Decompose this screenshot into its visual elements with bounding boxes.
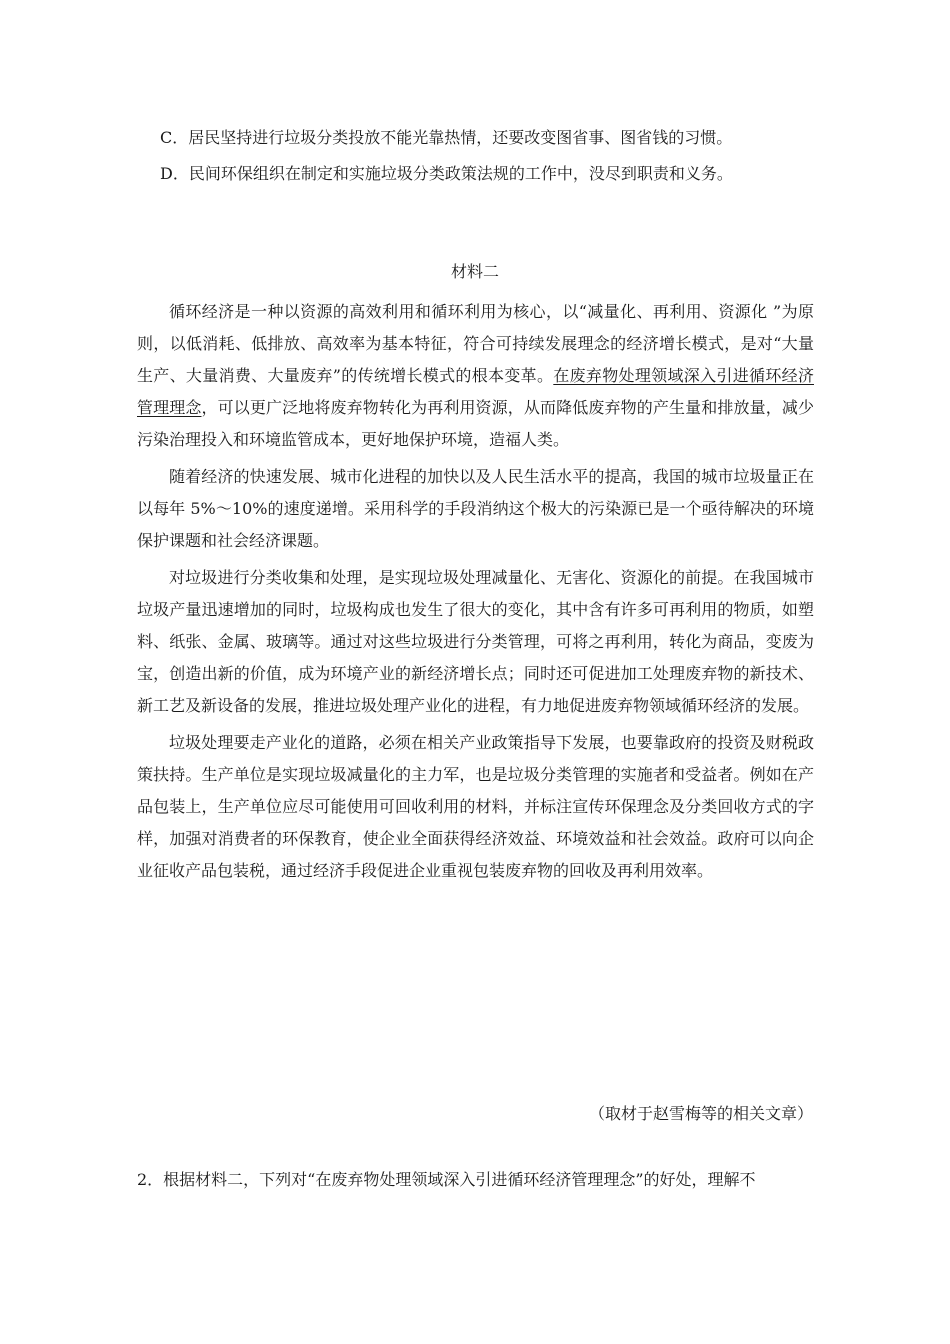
paragraph-3: 对垃圾进行分类收集和处理，是实现垃圾处理减量化、无害化、资源化的前提。在我国城市垃圾产量迅速增加的同时，垃圾构成也发生了很大的变化，其中含有许多可再利用的物质，如塑料、纸张、金属、玻璃等。通过对这些垃圾进行分类管理，可将之再利用，转化为商品，变废为宝，创造出新的价值，成为环境产业的新经济增长点；同时还可促进加工处理废弃物的新技术、新工艺及新设备的发展，推进垃圾处理产业化的进程，有力地促进废弃物领域循环经济的发展。: [137, 568, 814, 715]
material-body: [137, 296, 814, 892]
material-title: 材料二: [450, 262, 499, 281]
option-c: C．居民坚持进行垃圾分类投放不能光靠热情，还要改变图省事、图省钱的习惯。: [160, 128, 733, 147]
paragraph-2: 随着经济的快速发展、城市化进程的加快以及人民生活水平的提高，我国的城市垃圾量正在以每年 5%～10%的速度递增。采用科学的手段消纳这个极大的污染源已是一个亟待解决的环境保护课题和社会经济课题。: [137, 467, 814, 550]
option-d: D．民间环保组织在制定和实施垃圾分类政策法规的工作中，没尽到职责和义务。: [160, 164, 733, 183]
question-text: 2．根据材料二，下列对“在废弃物处理领域深入引进循环经济管理理念”的好处，理解: [137, 1170, 740, 1189]
paragraph-1-text: 循环经济是一种以资源的高效利用和循环利用为核心，以“减量化、再利用、资源化 ”为原则，以低消耗、低排放、高效率为基本特征，符合可持续发展理念的经济增长模式，是对“大量生产、大量消费、大量废弃”的传统增长模式的根本变革。: [137, 302, 814, 385]
underlined-phrase: 在废弃物处理领域深入引进循环经济管理理念: [137, 366, 814, 417]
source-citation: （取材于赵雪梅等的相关文章）: [588, 1104, 813, 1123]
paragraph-4: 垃圾处理要走产业化的道路，必须在相关产业政策指导下发展，也要靠政府的投资及财税政策扶持。生产单位是实现垃圾减量化的主力军，也是垃圾分类管理的实施者和受益者。例如在产品包装上，生产单位应尽可能使用可回收利用的材料，并标注宣传环保理念及分类回收方式的字样，加强对消费者的环保教育，使企业全面获得经济效益、环境效益和社会效益。政府可以向企业征收产品包装税，通过经济手段促进企业重视包装废弃物的回收及再利用效率。: [137, 733, 814, 880]
paragraph-1-continued: ，可以更广泛地将废弃物转化为再利用资源，从而降低废弃物的产生量和排放量，减少污染治理投入和环境监管成本，更好地保护环境，造福人类。: [137, 398, 814, 449]
paragraph-1: [137, 296, 814, 456]
emphasized-char: 不: [739, 1170, 756, 1189]
question-2: [137, 1170, 814, 1190]
